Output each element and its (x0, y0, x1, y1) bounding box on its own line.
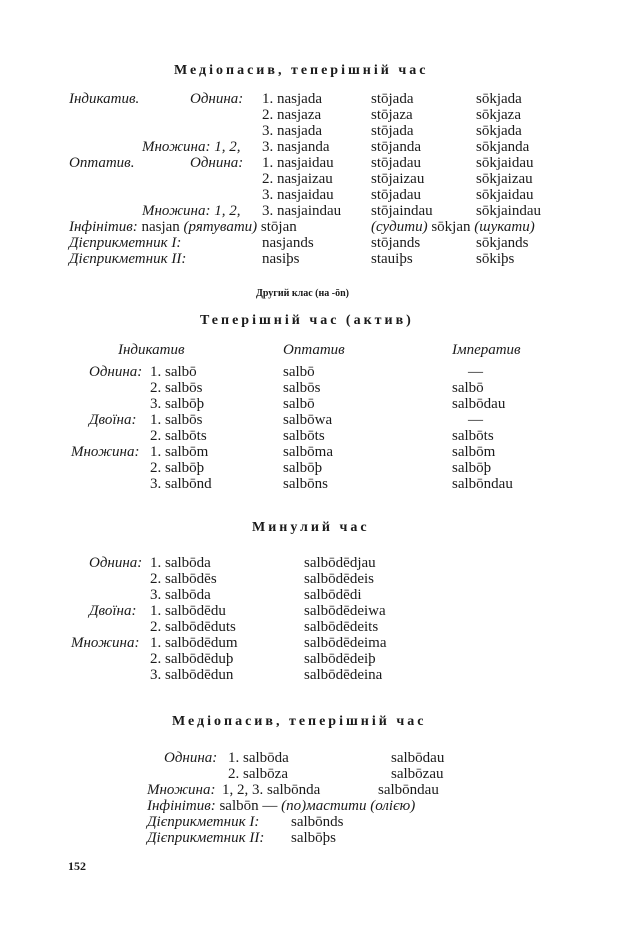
col-header-imperative: Імператив (452, 342, 521, 358)
form-cell: salbōþ (452, 460, 492, 476)
form-cell: stōjands (371, 235, 421, 251)
form-cell: 3. salbōnd (150, 476, 212, 492)
number-label: Однина: (89, 555, 143, 571)
form-cell: 2. salbōdēduþ (150, 651, 234, 667)
number-label: Множина: (147, 782, 216, 798)
number-label: Множина: (71, 444, 140, 460)
form-cell: 2. salbōza (228, 766, 288, 782)
form-cell: sōkjaindau (476, 203, 541, 219)
infinitive-form: salbōn — (219, 798, 278, 814)
infinitive-line-cont (371, 219, 535, 235)
infinitive-form: sōkjan (431, 219, 471, 235)
form-cell: 2. nasjaza (262, 107, 322, 123)
number-label: Множина: 1, 2, (142, 203, 241, 219)
form-cell: 1. salbōda (228, 750, 289, 766)
col-header-indicative: Індикатив (118, 342, 185, 358)
form-cell: sōkjada (476, 123, 522, 139)
form-cell: 1. salbōdēdum (150, 635, 238, 651)
section-title-present-active: Теперішній час (актив) (200, 313, 414, 328)
subclass-title: Другий клас (на -ōn) (256, 288, 349, 299)
form-cell: 1. salbōda (150, 555, 211, 571)
participle2-label: Дієприкметник II: (147, 830, 265, 846)
form-cell: stōjaza (371, 107, 413, 123)
infinitive-gloss: (по)мастити (олією) (281, 798, 416, 814)
section-title-mediopassive: Медіопасив, теперішній час (174, 63, 429, 78)
number-label: Однина: (89, 364, 143, 380)
mood-label: Індикатив. (69, 91, 140, 107)
number-label: Однина: (190, 155, 244, 171)
form-cell: stōjadau (371, 187, 421, 203)
form-cell: stōjaizau (371, 171, 425, 187)
form-cell: salbōdēdi (304, 587, 362, 603)
infinitive-label: Інфінітив: (147, 798, 216, 814)
form-cell: 1. salbōm (150, 444, 209, 460)
form-cell: 1. salbōdēdu (150, 603, 226, 619)
form-cell: salbōdēdeina (304, 667, 383, 683)
form-cell: salbōwa (283, 412, 333, 428)
number-label: Однина: (190, 91, 244, 107)
participle2-label: Дієприкметник II: (69, 251, 187, 267)
number-label: Однина: (164, 750, 218, 766)
form-cell: stōjada (371, 91, 414, 107)
form-cell: 3. nasjanda (262, 139, 330, 155)
number-label: Двоїна: (89, 412, 137, 428)
form-cell: sōkjaizau (476, 171, 533, 187)
infinitive-line (69, 219, 297, 235)
form-cell: 3. salbōdēdun (150, 667, 234, 683)
col-header-optative: Оптатив (283, 342, 345, 358)
form-cell: stauiþs (371, 251, 413, 267)
form-cell: sōkjada (476, 91, 522, 107)
form-cell: 2. nasjaizau (262, 171, 333, 187)
page-number: 152 (68, 859, 86, 873)
form-cell: 2. salbōdēduts (150, 619, 236, 635)
form-cell: salbōdēdjau (304, 555, 376, 571)
form-cell: — (468, 364, 483, 380)
infinitive-line-2 (147, 798, 415, 814)
form-cell: salbōs (283, 380, 321, 396)
form-cell: salbō (283, 396, 315, 412)
form-cell: 2. salbōþ (150, 460, 205, 476)
infinitive-gloss: (судити) (371, 219, 428, 235)
form-cell: sōkjaidau (476, 187, 534, 203)
form-cell: 2. salbōdēs (150, 571, 217, 587)
form-cell: salbōdēdeiþ (304, 651, 376, 667)
form-cell: salbō (283, 364, 315, 380)
form-cell: salbōþ (283, 460, 323, 476)
form-cell: sōkjaidau (476, 155, 534, 171)
form-cell: 3. salbōda (150, 587, 211, 603)
form-cell: sōkjaza (476, 107, 521, 123)
mood-label: Оптатив. (69, 155, 135, 171)
form-cell: salbōma (283, 444, 333, 460)
form-cell: salbōdēdeis (304, 571, 374, 587)
infinitive-gloss: (шукати) (474, 219, 535, 235)
number-label: Множина: 1, 2, (142, 139, 241, 155)
form-cell: 1, 2, 3. salbōnda (222, 782, 321, 798)
form-cell: salbōm (452, 444, 496, 460)
form-cell: salbōþs (291, 830, 336, 846)
infinitive-label: Інфінітив: (69, 219, 138, 235)
infinitive-gloss: (рятувати) (183, 219, 258, 235)
form-cell: salbō (452, 380, 484, 396)
infinitive-form: nasjan (141, 219, 180, 235)
form-cell: salbōdēdeima (304, 635, 387, 651)
form-cell: nasjands (262, 235, 314, 251)
form-cell: salbōts (452, 428, 494, 444)
form-cell: salbōzau (391, 766, 444, 782)
form-cell: salbōns (283, 476, 328, 492)
form-cell: 3. nasjaindau (262, 203, 342, 219)
form-cell: salbōdēdeiwa (304, 603, 386, 619)
infinitive-form: stōjan (260, 219, 297, 235)
form-cell: salbōdēdeits (304, 619, 379, 635)
form-cell: — (468, 412, 483, 428)
form-cell: sōkjands (476, 235, 529, 251)
participle1-label: Дієприкметник I: (69, 235, 182, 251)
form-cell: 2. salbōs (150, 380, 203, 396)
form-cell: sōkiþs (476, 251, 515, 267)
section-title-past: Минулий час (252, 520, 370, 535)
form-cell: 1. nasjada (262, 91, 322, 107)
number-label: Двоїна: (89, 603, 137, 619)
form-cell: salbōndau (378, 782, 439, 798)
form-cell: salbōndau (452, 476, 513, 492)
participle1-label: Дієприкметник I: (147, 814, 260, 830)
form-cell: 3. nasjaidau (262, 187, 334, 203)
section-title-mediopassive-2: Медіопасив, теперішній час (172, 714, 427, 729)
form-cell: salbōdau (452, 396, 506, 412)
form-cell: nasiþs (262, 251, 300, 267)
form-cell: 1. salbō (150, 364, 197, 380)
form-cell: sōkjanda (476, 139, 530, 155)
form-cell: stōjada (371, 123, 414, 139)
form-cell: 1. salbōs (150, 412, 203, 428)
form-cell: salbōdau (391, 750, 445, 766)
form-cell: 3. nasjada (262, 123, 322, 139)
form-cell: 3. salbōþ (150, 396, 205, 412)
form-cell: stōjaindau (371, 203, 433, 219)
form-cell: salbōnds (291, 814, 344, 830)
number-label: Множина: (71, 635, 140, 651)
form-cell: stōjadau (371, 155, 421, 171)
form-cell: stōjanda (371, 139, 421, 155)
form-cell: 2. salbōts (150, 428, 207, 444)
form-cell: salbōts (283, 428, 325, 444)
form-cell: 1. nasjaidau (262, 155, 334, 171)
